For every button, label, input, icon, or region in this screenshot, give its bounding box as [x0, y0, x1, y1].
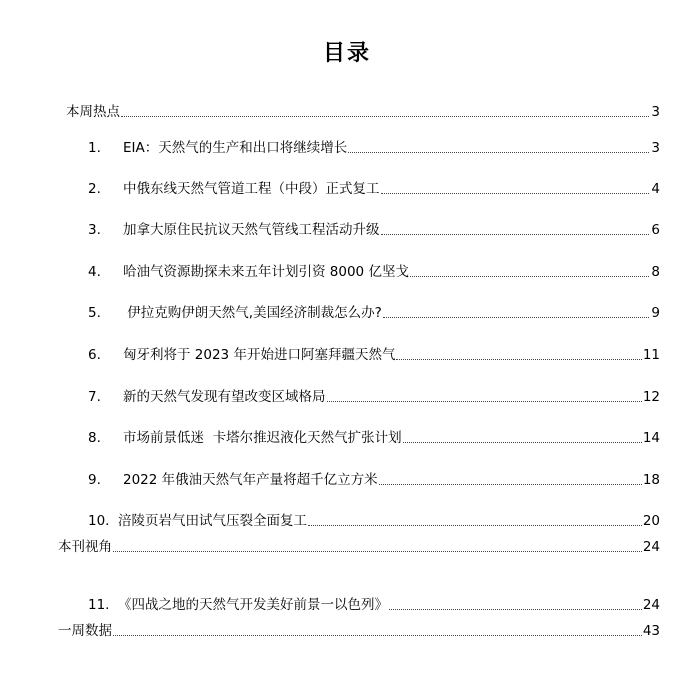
toc-entry-text: EIA：天然气的生产和出口将继续增长 [123, 140, 348, 156]
toc-entry-text: 2022 年俄油天然气年产量将超千亿立方米 [123, 472, 378, 488]
toc-entry-number: 7. [88, 389, 101, 405]
toc-entry-number: 10. [88, 513, 110, 529]
toc-entry-11[interactable] [88, 596, 660, 614]
dot-leader [383, 317, 649, 318]
toc-entry-number: 8. [88, 430, 101, 446]
toc-entry-text: 加拿大原住民抗议天然气管线工程活动升级 [123, 222, 380, 238]
toc-entry-page: 20 [642, 513, 660, 529]
toc-entry-8[interactable] [88, 429, 660, 447]
toc-entry-section-perspective[interactable] [58, 538, 660, 556]
toc-entry-section-hot[interactable] [66, 103, 660, 121]
toc-entry-text: 涪陵页岩气田试气压裂全面复工 [118, 513, 307, 529]
dot-leader [379, 484, 642, 485]
dot-leader [121, 116, 649, 117]
toc-entry-number: 2. [88, 181, 101, 197]
toc-entry-3[interactable] [88, 221, 660, 239]
toc-entry-7[interactable] [88, 388, 660, 406]
dot-leader [410, 276, 649, 277]
toc-entry-page: 3 [651, 140, 660, 156]
dot-leader [348, 152, 649, 153]
toc-entry-page: 24 [642, 597, 660, 613]
toc-entry-page: 14 [642, 430, 660, 446]
toc-entry-number: 5. [88, 305, 101, 321]
dot-leader [113, 551, 642, 552]
toc-entry-5[interactable] [88, 304, 660, 322]
dot-leader [396, 359, 641, 360]
toc-entry-page: 11 [642, 347, 660, 363]
page-title: 目录 [322, 41, 371, 66]
toc-entry-number: 3. [88, 222, 101, 238]
toc-entry-page: 4 [651, 181, 660, 197]
toc-entry-text: 本刊视角 [58, 539, 112, 555]
toc-entry-4[interactable] [88, 263, 660, 281]
toc-entry-text: 一周数据 [58, 623, 112, 639]
dot-leader [403, 442, 642, 443]
toc-entry-number: 11. [88, 597, 110, 613]
toc-entry-section-weekly-data[interactable] [58, 622, 660, 640]
toc-entry-text: 市场前景低迷 卡塔尔推迟液化天然气扩张计划 [123, 430, 402, 446]
dot-leader [389, 609, 642, 610]
toc-entry-text: 本周热点 [66, 104, 120, 120]
toc-entry-text: 《四战之地的天然气开发美好前景一以色列》 [118, 597, 388, 613]
toc-entry-page: 43 [642, 623, 660, 639]
dot-leader [327, 401, 642, 402]
toc-entry-page: 9 [651, 305, 660, 321]
dot-leader [113, 635, 642, 636]
toc-entry-number: 4. [88, 264, 101, 280]
toc-entry-text: 哈油气资源勘探未来五年计划引资 8000 亿坚戈 [123, 264, 409, 280]
toc-entry-9[interactable] [88, 471, 660, 489]
toc-entry-number: 9. [88, 472, 101, 488]
toc-entry-text: 新的天然气发现有望改变区域格局 [123, 389, 326, 405]
toc-entry-2[interactable] [88, 180, 660, 198]
toc-entry-text: 伊拉克购伊朗天然气,美国经济制裁怎么办? [123, 305, 382, 321]
dot-leader [308, 525, 642, 526]
toc-entry-6[interactable] [88, 346, 660, 364]
toc-entry-text: 中俄东线天然气管道工程（中段）正式复工 [123, 181, 380, 197]
dot-leader [381, 193, 650, 194]
toc-entry-page: 3 [651, 104, 660, 120]
toc-entry-number: 6. [88, 347, 101, 363]
toc-entry-1[interactable] [88, 139, 660, 157]
toc-entry-number: 1. [88, 140, 101, 156]
toc-entry-text: 匈牙利将于 2023 年开始进口阿塞拜疆天然气 [123, 347, 396, 363]
toc-entry-page: 18 [642, 472, 660, 488]
toc-entry-page: 8 [651, 264, 660, 280]
toc-entry-10[interactable] [88, 512, 660, 530]
toc-entry-page: 6 [651, 222, 660, 238]
toc-entry-page: 24 [642, 539, 660, 555]
toc-entry-page: 12 [642, 389, 660, 405]
dot-leader [381, 234, 650, 235]
